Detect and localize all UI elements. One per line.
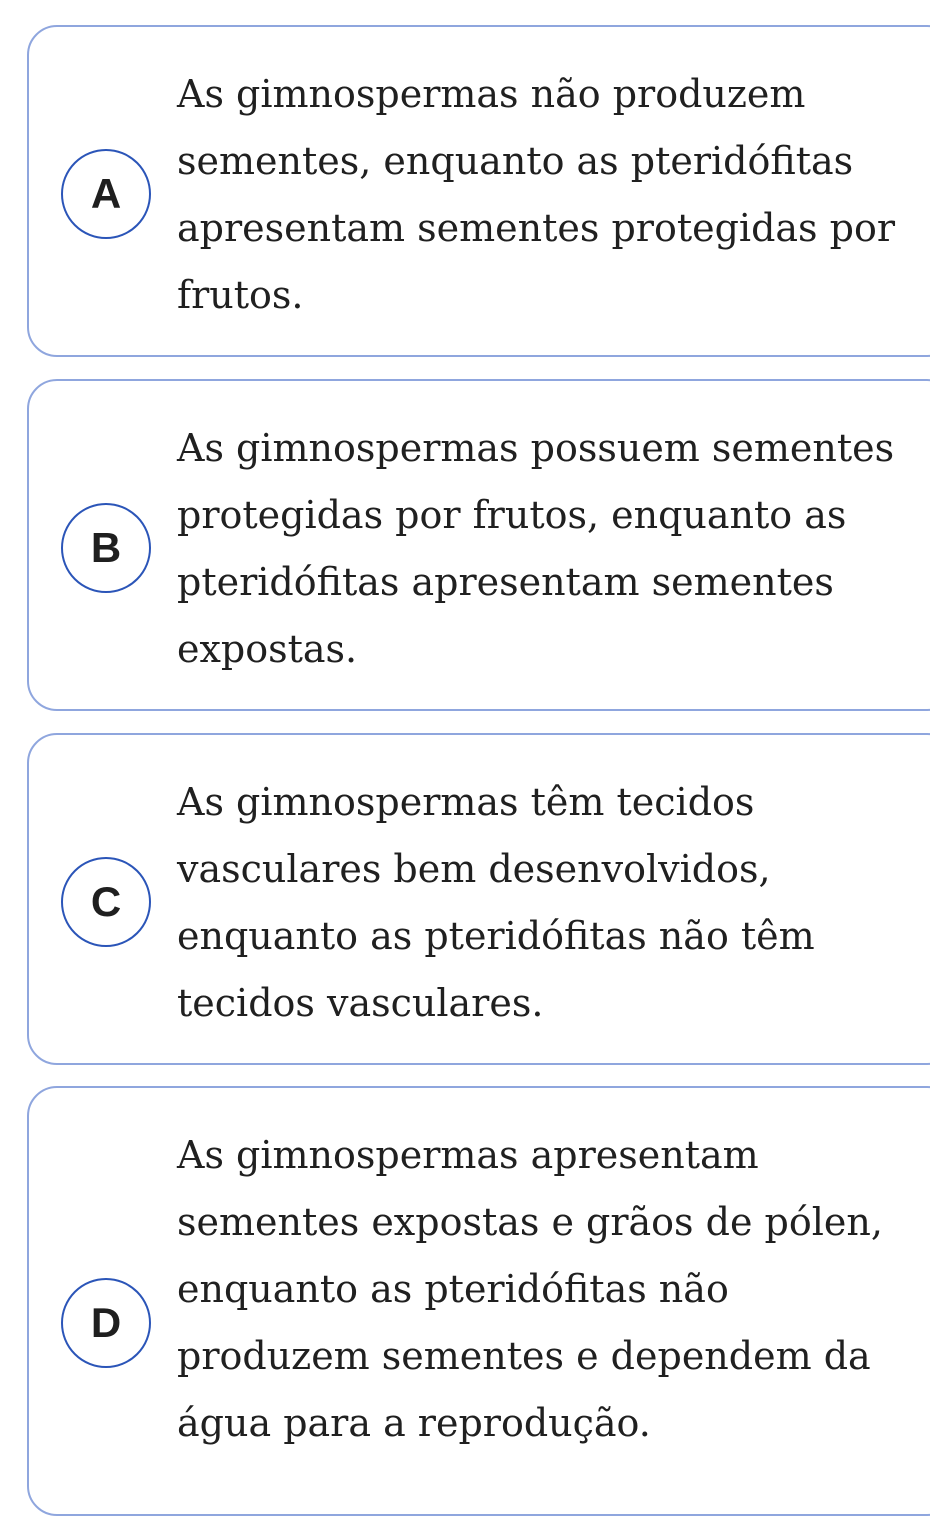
option-text-a: As gimnospermas não produzem sementes, enquanto as pteridófitas apresentam sementes protegidas por frutos.: [177, 72, 895, 317]
answer-option-a[interactable]: [27, 25, 930, 357]
option-letter-a: A: [61, 149, 151, 239]
option-text-d: As gimnospermas apresentam sementes expostas e grãos de pólen, enquanto as pteridófitas não produzem sementes e dependem da água para a reprodução.: [177, 1133, 883, 1445]
answer-option-c[interactable]: [27, 733, 930, 1065]
answer-option-b[interactable]: [27, 379, 930, 711]
option-text-b: As gimnospermas possuem sementes protegidas por frutos, enquanto as pteridófitas apresentam sementes expostas.: [177, 426, 895, 671]
answer-option-d[interactable]: [27, 1086, 930, 1516]
option-text-c: As gimnospermas têm tecidos vasculares bem desenvolvidos, enquanto as pteridófitas não têm tecidos vasculares.: [177, 780, 815, 1025]
option-letter-b: B: [61, 503, 151, 593]
option-letter-d: D: [61, 1278, 151, 1368]
option-letter-c: C: [61, 857, 151, 947]
